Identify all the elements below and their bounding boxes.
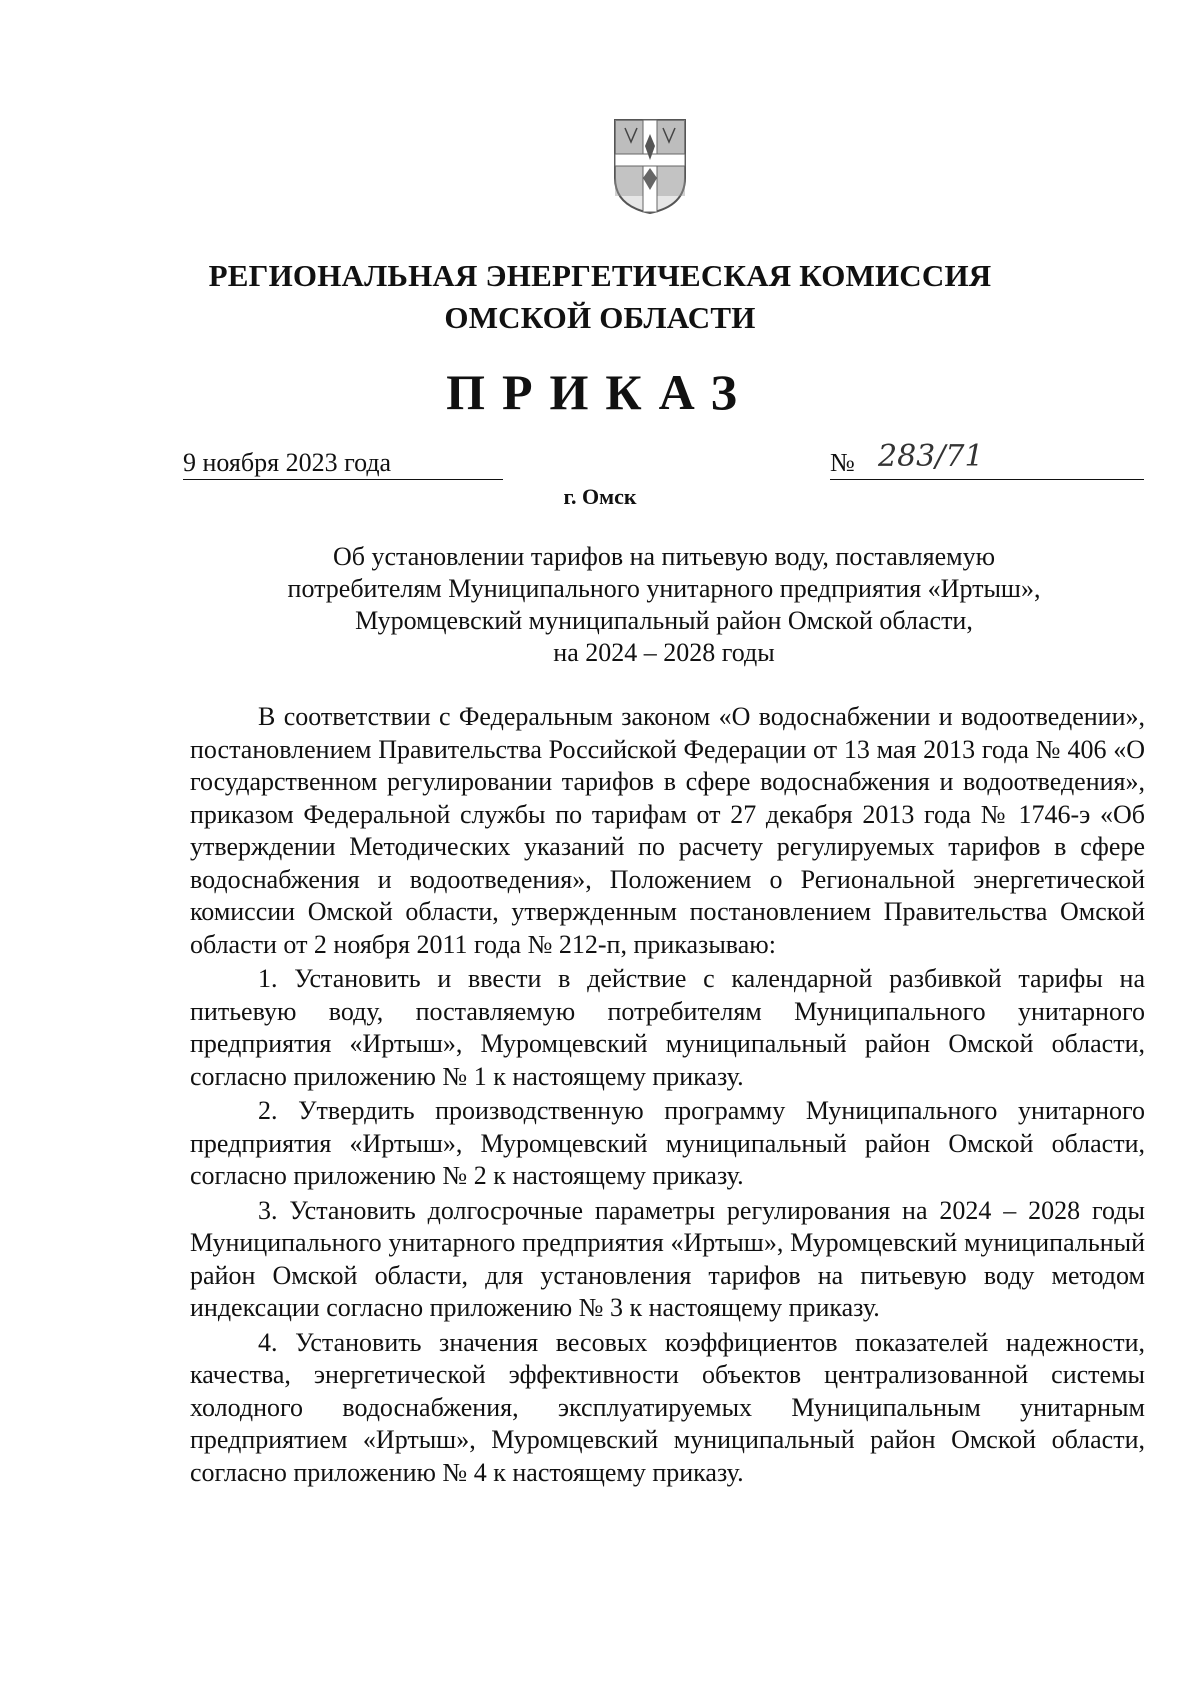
subject-line: на 2024 – 2028 годы bbox=[553, 638, 775, 667]
document-number-field bbox=[830, 439, 1144, 480]
order-item-3: 3. Установить долгосрочные параметры регулирования на 2024 – 2028 годы Муниципального унитарного предприятия «Иртыш», Муромцевский муниципальный район Омской области, для установления тарифов на питьевую воду методом индексации согласно приложению № 3 к настоящему приказу. bbox=[190, 1195, 1145, 1322]
preamble-paragraph: В соответствии с Федеральным законом «О водоснабжении и водоотведении», постановлением Правительства Российской Федерации от 13 мая 2013 года № 406 «О государственном регулировании тарифов в сфере водоснабжения и водоотведения», приказом Федеральной службы по тарифам от 27 декабря 2013 года № 1746-э «Об утверждении Методических указаний по расчету регулируемых тарифов в сфере водоснабжения и водоотведения», Положением о Региональной энергетической комиссии Омской области, утвержденным постановлением Правительства Омской области от 2 ноября 2011 года № 212-п, приказываю: bbox=[190, 702, 1145, 959]
document-type-title: ПРИКАЗ bbox=[446, 364, 754, 420]
coat-of-arms-icon bbox=[611, 116, 689, 216]
order-subject bbox=[183, 541, 1145, 669]
order-item-4: 4. Установить значения весовых коэффициентов показателей надежности, качества, энергетической эффективности объектов централизованной системы холодного водоснабжения, эксплуатируемых Муниципальным унитарным предприятием «Иртыш», Муромцевский муниципальный район Омской области, согласно приложению № 4 к настоящему приказу. bbox=[190, 1327, 1145, 1487]
order-body bbox=[190, 701, 1145, 1489]
document-date: 9 ноября 2023 года bbox=[183, 447, 503, 480]
number-sign: № bbox=[830, 448, 855, 477]
agency-name bbox=[0, 255, 1200, 339]
subject-line: Об установлении тарифов на питьевую воду, поставляемую bbox=[332, 542, 996, 571]
subject-line: Муромцевский муниципальный район Омской области, bbox=[355, 606, 973, 635]
order-item-1: 1. Установить и ввести в действие с календарной разбивкой тарифы на питьевую воду, поставляемую потребителям Муниципального унитарного предприятия «Иртыш», Муромцевский муниципальный район Омской области, согласно приложению № 1 к настоящему приказу. bbox=[190, 964, 1145, 1091]
city-name: г. Омск bbox=[563, 484, 637, 509]
agency-name-line2: ОМСКОЙ ОБЛАСТИ bbox=[444, 300, 756, 335]
handwritten-number: 283/71 bbox=[878, 439, 984, 474]
agency-name-line1: РЕГИОНАЛЬНАЯ ЭНЕРГЕТИЧЕСКАЯ КОМИССИЯ bbox=[208, 258, 992, 293]
subject-line: потребителям Муниципального унитарного предприятия «Иртыш», bbox=[287, 574, 1041, 603]
order-item-2: 2. Утвердить производственную программу Муниципального унитарного предприятия «Иртыш», Муромцевский муниципальный район Омской области, согласно приложению № 2 к настоящему приказу. bbox=[190, 1096, 1145, 1190]
